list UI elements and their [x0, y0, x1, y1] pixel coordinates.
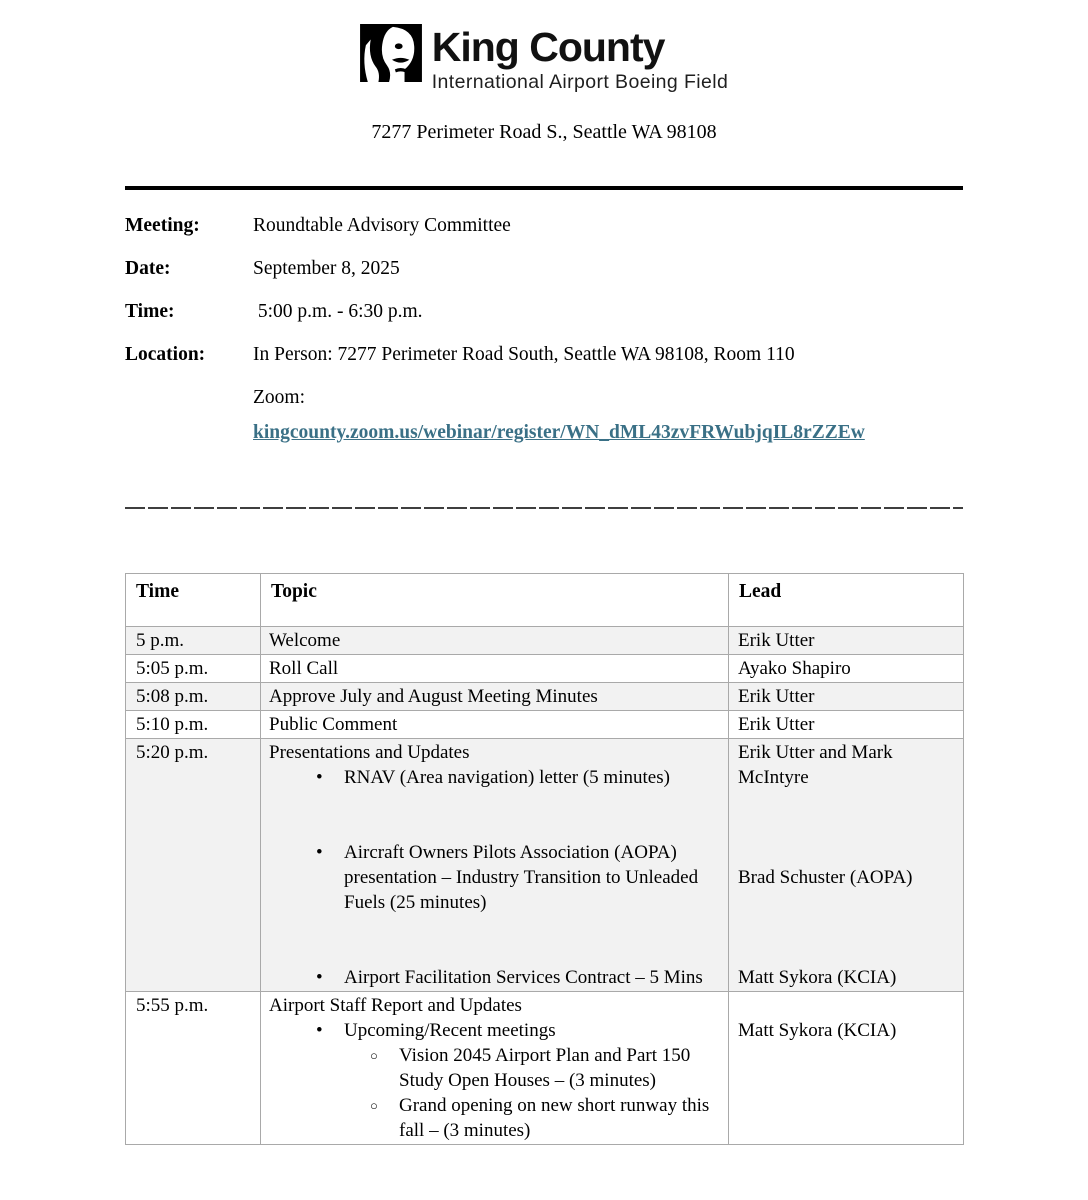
agenda-time-cell: 5:10 p.m.	[126, 711, 261, 739]
detail-value: Roundtable Advisory Committee	[253, 215, 511, 236]
topic-title-text: Presentations and Updates	[269, 742, 470, 763]
agenda-topic-cell	[261, 992, 729, 1145]
zoom-block	[253, 386, 963, 445]
detail-value: In Person: 7277 Perimeter Road South, Seattle WA 98108, Room 110	[253, 344, 795, 365]
logo-title: King County	[431, 24, 665, 70]
topic-item-text: Vision 2045 Airport Plan and Part 150 Study Open Houses – (3 minutes)	[399, 1045, 691, 1091]
agenda-lead-cell	[729, 711, 964, 739]
topic-item-text: Grand opening on new short runway this fall – (3 minutes)	[399, 1095, 710, 1141]
agenda-lead-cell	[729, 627, 964, 655]
agenda-topic-cell	[261, 711, 729, 739]
lead-name-text: Matt Sykora (KCIA)	[738, 967, 897, 988]
detail-row-time	[125, 300, 963, 324]
agenda-topic-cell	[261, 739, 729, 992]
agenda-lead-cell	[729, 739, 964, 992]
table-row	[126, 683, 964, 711]
detail-row-date	[125, 257, 963, 281]
agenda-time-cell: 5 p.m.	[126, 627, 261, 655]
detail-label: Time:	[125, 301, 175, 322]
detail-row-meeting	[125, 214, 963, 238]
agenda-lead-cell	[729, 655, 964, 683]
lead-name-text: Brad Schuster (AOPA)	[738, 867, 913, 888]
king-county-mlk-logo-icon	[360, 24, 422, 82]
bullet-icon: •	[316, 767, 323, 788]
agenda-topic-cell	[261, 627, 729, 655]
agenda-topic-cell	[261, 655, 729, 683]
agenda-time-cell: 5:20 p.m.	[126, 739, 261, 992]
topic-title-text: Roll Call	[269, 658, 339, 679]
circle-bullet-icon: ○	[370, 1048, 378, 1063]
topic-title-text: Approve July and August Meeting Minutes	[269, 686, 598, 707]
zoom-registration-link[interactable]: kingcounty.zoom.us/webinar/register/WN_dML43zvFRWubjqIL8rZZEw	[253, 422, 865, 443]
meeting-details-section	[125, 214, 963, 445]
bullet-icon: •	[316, 842, 323, 863]
detail-value: 5:00 p.m. - 6:30 p.m.	[253, 301, 423, 322]
bullet-icon: •	[316, 1020, 323, 1041]
top-rule-divider	[125, 186, 963, 190]
address-line: 7277 Perimeter Road S., Seattle WA 98108	[371, 121, 717, 143]
detail-label: Date:	[125, 258, 171, 279]
agenda-table-body	[126, 627, 964, 1145]
zoom-label: Zoom:	[253, 387, 305, 408]
detail-row-location	[125, 343, 963, 367]
agenda-topic-cell	[261, 683, 729, 711]
logo-block	[125, 24, 963, 94]
topic-title-text: Welcome	[269, 630, 341, 651]
agenda-table	[125, 573, 964, 1145]
lead-name-text: Matt Sykora (KCIA)	[738, 1020, 897, 1041]
lead-name-text: Ayako Shapiro	[738, 658, 851, 679]
table-row	[126, 711, 964, 739]
column-header-topic: Topic	[261, 574, 729, 627]
lead-name-text: Erik Utter and Mark McIntyre	[738, 742, 893, 788]
section-divider	[125, 507, 963, 509]
agenda-time-cell: 5:55 p.m.	[126, 992, 261, 1145]
lead-name-text: Erik Utter	[738, 714, 815, 735]
table-row	[126, 739, 964, 992]
column-header-time: Time	[126, 574, 261, 627]
table-row	[126, 992, 964, 1145]
topic-item-text: Aircraft Owners Pilots Association (AOPA) presentation – Industry Transition to Unleaded Fuels (25 minutes)	[344, 842, 699, 913]
detail-label: Meeting:	[125, 215, 200, 236]
circle-bullet-icon: ○	[370, 1098, 378, 1113]
logo-subtitle: International Airport Boeing Field	[431, 71, 729, 93]
agenda-time-cell: 5:05 p.m.	[126, 655, 261, 683]
table-row	[126, 627, 964, 655]
agenda-header-row	[126, 574, 964, 627]
detail-value: September 8, 2025	[253, 258, 400, 279]
agenda-time-cell: 5:08 p.m.	[126, 683, 261, 711]
column-header-lead: Lead	[729, 574, 964, 627]
document-page	[125, 0, 963, 1145]
lead-name-text: Erik Utter	[738, 686, 815, 707]
topic-item-text: Airport Facilitation Services Contract – 5 Mins	[344, 967, 703, 988]
topic-item-text: RNAV (Area navigation) letter (5 minutes)	[344, 767, 670, 788]
bullet-icon: •	[316, 967, 323, 988]
topic-title-text: Airport Staff Report and Updates	[269, 995, 522, 1016]
table-row	[126, 655, 964, 683]
topic-item-text: Upcoming/Recent meetings	[344, 1020, 556, 1041]
agenda-lead-cell	[729, 992, 964, 1145]
topic-title-text: Public Comment	[269, 714, 398, 735]
lead-name-text: Erik Utter	[738, 630, 815, 651]
detail-label: Location:	[125, 344, 206, 365]
agenda-lead-cell	[729, 683, 964, 711]
